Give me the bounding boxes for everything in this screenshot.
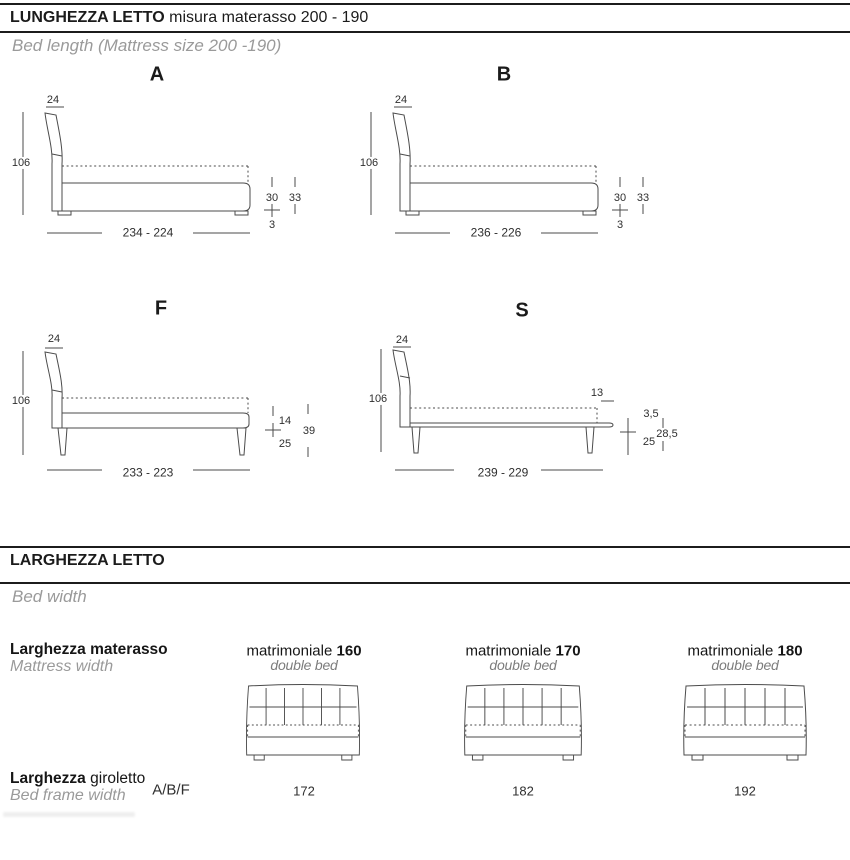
dim-headboard-b: 24 [394, 93, 408, 106]
foot [787, 755, 798, 760]
dim-frame-b: 30 [613, 191, 627, 204]
bed-model-label-b: B [496, 63, 512, 86]
front-view-180-drawing [680, 682, 810, 767]
dim-frame-f: 14 [278, 414, 292, 427]
section-divider [0, 31, 850, 33]
frame-width-models: A/B/F [152, 781, 190, 799]
frame-dim-ticks [620, 418, 636, 455]
foot [692, 755, 703, 760]
section-divider [0, 3, 850, 5]
foot [583, 211, 596, 215]
dim-mattress-s: 13 [590, 386, 604, 399]
section2-title-bold: LARGHEZZA LETTO [10, 552, 165, 569]
leg [58, 428, 67, 455]
column-size: 180 [777, 642, 803, 660]
frame-width-label-bold: Larghezza [10, 770, 86, 787]
dim-total-a: 33 [288, 191, 302, 204]
dim-height-s: 106 [368, 392, 388, 405]
column-subheader-170: double bed [489, 657, 557, 673]
dim-length-b: 236 - 226 [470, 225, 522, 240]
dim-height-b: 106 [359, 156, 379, 169]
dim-foot-b: 3 [616, 218, 624, 231]
foot [563, 755, 573, 760]
frame-width-value-170: 182 [512, 783, 534, 799]
mattress-dotted [62, 398, 248, 413]
headboard [393, 350, 410, 427]
bed-model-label-s: S [515, 299, 529, 322]
section-divider [0, 546, 850, 548]
section2-title [10, 552, 165, 570]
dim-leg-s: 25 [642, 435, 656, 448]
dim-frame-s: 3,5 [643, 407, 659, 420]
foot [472, 755, 482, 760]
column-type: matrimoniale [687, 642, 774, 660]
front-view-170-drawing [461, 682, 585, 767]
dim-height-f: 106 [11, 394, 31, 407]
mattress-dotted [410, 408, 597, 423]
foot [58, 211, 71, 215]
dim-length-s: 239 - 229 [477, 465, 529, 480]
frame-width-label [10, 770, 145, 788]
dim-frame-a: 30 [265, 191, 279, 204]
mattress-dotted [410, 166, 596, 183]
section1-title [10, 9, 368, 27]
dim-headboard-a: 24 [46, 93, 60, 106]
dim-total-s: 28,5 [656, 427, 678, 440]
mattress-width-sublabel: Mattress width [10, 658, 114, 675]
column-size: 160 [336, 642, 362, 660]
bed-frame [62, 183, 250, 211]
dim-total-f: 39 [302, 424, 316, 437]
bed-model-label-f: F [154, 297, 168, 320]
frame-width-value-160: 172 [293, 783, 315, 799]
platform [410, 423, 613, 427]
leg [412, 427, 420, 453]
section2-subtitle: Bed width [12, 587, 87, 606]
column-subheader-160: double bed [270, 657, 338, 673]
dim-foot-a: 3 [268, 218, 276, 231]
foot [235, 211, 248, 215]
column-size: 170 [555, 642, 581, 660]
column-type: matrimoniale [465, 642, 552, 660]
foot [254, 755, 264, 760]
bed-frame [62, 413, 249, 428]
dim-headboard-s: 24 [395, 333, 409, 346]
dim-headboard-f: 24 [47, 332, 61, 345]
dim-total-b: 33 [636, 191, 650, 204]
section1-title-rest: misura materasso 200 - 190 [169, 9, 369, 26]
headboard [45, 113, 62, 211]
leg [237, 428, 246, 455]
headboard [393, 113, 410, 211]
front-view-160-drawing [243, 682, 363, 767]
dim-length-a: 234 - 224 [122, 225, 174, 240]
foot [342, 755, 352, 760]
frame-width-label-rest: giroletto [90, 770, 146, 787]
side-view-s-drawing [358, 300, 688, 475]
foot [406, 211, 419, 215]
frame-width-sublabel: Bed frame width [10, 787, 126, 804]
dim-height-a: 106 [11, 156, 31, 169]
leg [586, 427, 594, 453]
section-divider [0, 582, 850, 584]
dim-length-f: 233 - 223 [122, 465, 174, 480]
mattress-width-label: Larghezza materasso [10, 641, 168, 658]
frame-width-value-180: 192 [734, 783, 756, 799]
dim-leg-f: 25 [278, 437, 292, 450]
section1-title-bold: LUNGHEZZA LETTO [10, 9, 165, 26]
mattress-dotted [62, 166, 248, 183]
bed-model-label-a: A [149, 63, 165, 86]
column-type: matrimoniale [246, 642, 333, 660]
faded-cropped-text [3, 812, 135, 817]
section1-subtitle: Bed length (Mattress size 200 -190) [12, 36, 282, 55]
column-subheader-180: double bed [711, 657, 779, 673]
bed-frame [410, 183, 598, 211]
